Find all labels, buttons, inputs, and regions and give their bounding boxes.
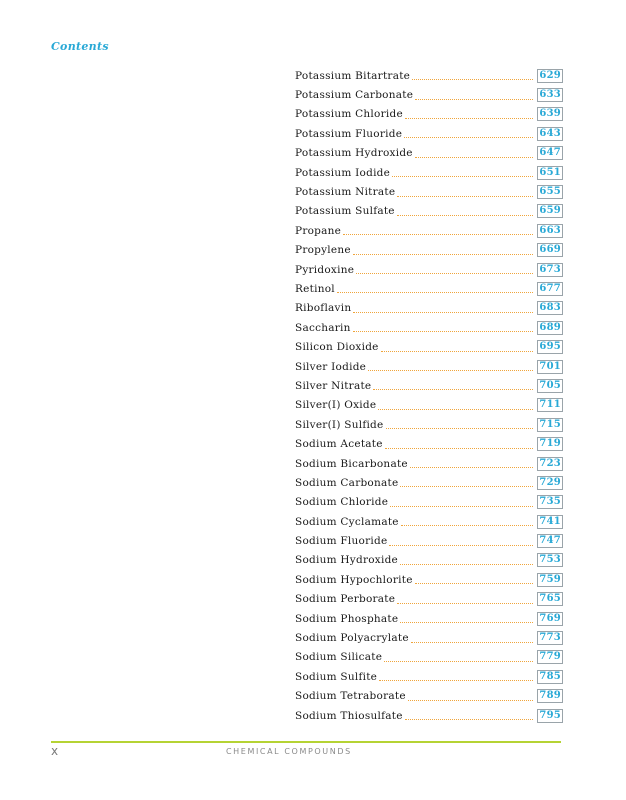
toc-entry[interactable]: [295, 85, 563, 104]
toc-entry-title: Sodium Hypochlorite: [295, 573, 413, 586]
toc-entry-title: Retinol: [295, 282, 335, 295]
dot-leader: [404, 127, 533, 138]
dot-leader: [378, 399, 533, 410]
toc-page-link[interactable]: 769: [539, 612, 561, 624]
toc-entry-title: Silicon Dioxide: [295, 341, 379, 354]
dot-leader: [353, 321, 534, 332]
dot-leader: [397, 205, 534, 216]
dot-leader: [397, 186, 533, 197]
toc-page-link[interactable]: 639: [539, 108, 561, 120]
toc-entry[interactable]: [295, 570, 563, 589]
dot-leader: [384, 651, 533, 662]
toc-entry-title: Sodium Bicarbonate: [295, 457, 408, 470]
dot-leader: [397, 593, 533, 604]
toc-entry[interactable]: [295, 609, 563, 628]
toc-page-link[interactable]: 669: [539, 244, 561, 256]
dot-leader: [410, 457, 533, 468]
dot-leader: [368, 360, 533, 371]
toc-entry[interactable]: [295, 318, 563, 337]
table-of-contents: [295, 66, 563, 725]
toc-entry-title: Propane: [295, 224, 342, 237]
toc-entry-title: Sodium Acetate: [295, 438, 383, 451]
toc-entry[interactable]: [295, 551, 563, 570]
toc-entry[interactable]: [295, 124, 563, 143]
toc-page-link[interactable]: 695: [539, 341, 561, 353]
toc-page-link[interactable]: 785: [539, 670, 561, 682]
dot-leader: [415, 147, 534, 158]
toc-page-link[interactable]: 719: [539, 438, 561, 450]
toc-page-link[interactable]: 655: [539, 186, 561, 198]
footer-divider: [51, 741, 561, 743]
toc-page-link[interactable]: 765: [539, 593, 561, 605]
toc-page-link[interactable]: 673: [539, 263, 561, 275]
toc-entry[interactable]: [295, 473, 563, 492]
toc-page-link[interactable]: 705: [539, 379, 561, 391]
toc-page-link[interactable]: 735: [539, 496, 561, 508]
toc-page-link[interactable]: 779: [539, 651, 561, 663]
dot-leader: [385, 438, 534, 449]
toc-entry[interactable]: [295, 221, 563, 240]
toc-page-link[interactable]: 677: [539, 282, 561, 294]
toc-page-link[interactable]: 715: [539, 418, 561, 430]
toc-page-link[interactable]: 773: [539, 632, 561, 644]
toc-entry[interactable]: [295, 687, 563, 706]
footer-book-title: CHEMICAL COMPOUNDS: [226, 747, 352, 756]
toc-entry[interactable]: [295, 66, 563, 85]
toc-entry-title: Saccharin: [295, 321, 351, 334]
toc-entry-title: Sodium Silicate: [295, 651, 383, 664]
toc-page-link[interactable]: 701: [539, 360, 561, 372]
toc-entry[interactable]: [295, 357, 563, 376]
toc-page-link[interactable]: 633: [539, 89, 561, 101]
toc-entry-title: Sodium Phosphate: [295, 612, 399, 625]
toc-entry[interactable]: [295, 260, 563, 279]
toc-entry-title: Silver Iodide: [295, 360, 367, 373]
toc-page-link[interactable]: 723: [539, 457, 561, 469]
toc-entry[interactable]: [295, 628, 563, 647]
toc-entry-title: Propylene: [295, 244, 351, 257]
toc-entry-title: Potassium Carbonate: [295, 89, 414, 102]
toc-page-link[interactable]: 729: [539, 476, 561, 488]
toc-entry[interactable]: [295, 396, 563, 415]
toc-page-link[interactable]: 651: [539, 166, 561, 178]
toc-entry-title: Sodium Fluoride: [295, 535, 388, 548]
toc-entry[interactable]: [295, 706, 563, 725]
toc-entry[interactable]: [295, 648, 563, 667]
toc-entry-title: Potassium Nitrate: [295, 186, 396, 199]
toc-entry-title: Sodium Cyclamate: [295, 515, 399, 528]
toc-page-link[interactable]: 753: [539, 554, 561, 566]
toc-entry-title: Silver(I) Oxide: [295, 399, 377, 412]
dot-leader: [400, 554, 533, 565]
toc-entry[interactable]: [295, 531, 563, 550]
toc-page-link[interactable]: 759: [539, 573, 561, 585]
dot-leader: [386, 418, 534, 429]
dot-leader: [389, 535, 533, 546]
dot-leader: [405, 108, 533, 119]
toc-entry[interactable]: [295, 337, 563, 356]
toc-page-link[interactable]: 629: [539, 69, 561, 81]
toc-page-link[interactable]: 789: [539, 690, 561, 702]
toc-entry-title: Silver(I) Sulfide: [295, 418, 384, 431]
footer-page-number: x: [51, 744, 59, 758]
toc-page-link[interactable]: 643: [539, 127, 561, 139]
toc-page-link[interactable]: 659: [539, 205, 561, 217]
toc-page-link[interactable]: 683: [539, 302, 561, 314]
toc-page-link[interactable]: 741: [539, 515, 561, 527]
toc-entry-title: Silver Nitrate: [295, 379, 372, 392]
dot-leader: [400, 476, 533, 487]
toc-entry[interactable]: [295, 202, 563, 221]
dot-leader: [353, 302, 533, 313]
toc-entry-title: Sodium Tetraborate: [295, 690, 406, 703]
page-title: Contents: [51, 40, 109, 53]
toc-entry[interactable]: [295, 376, 563, 395]
toc-entry[interactable]: [295, 493, 563, 512]
toc-entry-title: Sodium Perborate: [295, 593, 396, 606]
dot-leader: [415, 573, 534, 584]
toc-entry-title: Sodium Carbonate: [295, 476, 399, 489]
dot-leader: [390, 496, 533, 507]
toc-entry[interactable]: [295, 163, 563, 182]
toc-entry[interactable]: [295, 512, 563, 531]
toc-entry-title: Sodium Polyacrylate: [295, 632, 409, 645]
toc-entry-title: Potassium Chloride: [295, 108, 403, 121]
toc-page-link[interactable]: 663: [539, 224, 561, 236]
dot-leader: [412, 69, 533, 80]
toc-entry-title: Pyridoxine: [295, 263, 355, 276]
toc-entry-title: Potassium Bitartrate: [295, 69, 411, 82]
toc-entry-title: Riboflavin: [295, 302, 352, 315]
toc-entry-title: Potassium Sulfate: [295, 205, 395, 218]
toc-page-link[interactable]: 711: [539, 399, 561, 411]
dot-leader: [400, 612, 533, 623]
toc-page-link[interactable]: 747: [539, 535, 561, 547]
dot-leader: [401, 515, 534, 526]
dot-leader: [408, 690, 534, 701]
toc-entry[interactable]: [295, 667, 563, 686]
dot-leader: [337, 282, 533, 293]
toc-entry[interactable]: [295, 415, 563, 434]
dot-leader: [356, 263, 533, 274]
toc-entry[interactable]: [295, 279, 563, 298]
toc-entry-title: Potassium Iodide: [295, 166, 391, 179]
toc-page-link[interactable]: 795: [539, 709, 561, 721]
toc-entry-title: Sodium Chloride: [295, 496, 389, 509]
dot-leader: [343, 224, 533, 235]
dot-leader: [405, 709, 534, 720]
dot-leader: [392, 166, 533, 177]
toc-page-link[interactable]: 689: [539, 321, 561, 333]
toc-entry-title: Sodium Thiosulfate: [295, 709, 403, 722]
toc-entry[interactable]: [295, 299, 563, 318]
toc-entry-title: Sodium Hydroxide: [295, 554, 399, 567]
toc-entry-title: Potassium Hydroxide: [295, 147, 413, 160]
dot-leader: [353, 244, 534, 255]
toc-entry[interactable]: [295, 434, 563, 453]
toc-entry[interactable]: [295, 182, 563, 201]
toc-entry[interactable]: [295, 590, 563, 609]
toc-entry[interactable]: [295, 454, 563, 473]
dot-leader: [381, 341, 534, 352]
toc-entry-title: Sodium Sulfite: [295, 670, 378, 683]
dot-leader: [373, 379, 533, 390]
toc-entry[interactable]: [295, 241, 563, 260]
toc-entry[interactable]: [295, 105, 563, 124]
dot-leader: [379, 670, 533, 681]
toc-page-link[interactable]: 647: [539, 147, 561, 159]
dot-leader: [411, 632, 534, 643]
toc-entry-title: Potassium Fluoride: [295, 127, 403, 140]
dot-leader: [415, 89, 533, 100]
toc-entry[interactable]: [295, 144, 563, 163]
